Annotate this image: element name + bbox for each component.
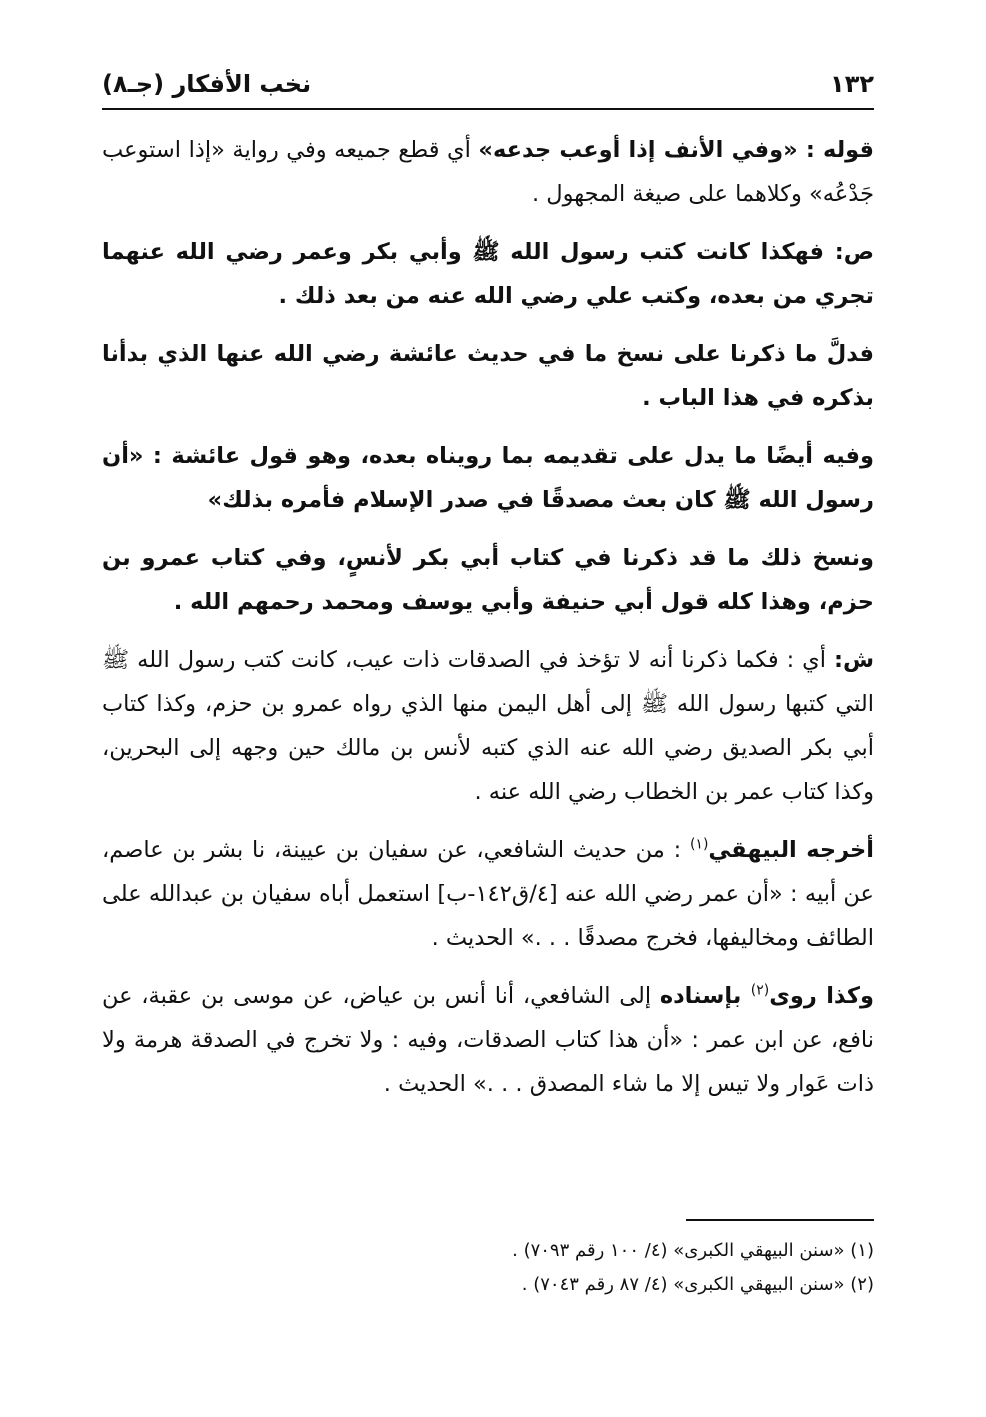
- paragraph-text: وفيه أيضًا ما يدل على تقديمه بما رويناه بعده، وهو قول عائشة : «أن رسول الله ﷺ كان بعث مصدقًا في صدر الإسلام فأمره بذلك»: [102, 443, 874, 513]
- paragraph-text: ونسخ ذلك ما قد ذكرنا في كتاب أبي بكر لأنسٍ، وفي كتاب عمرو بن حزم، وهذا كله قول أبي حنيفة وأبي يوسف ومحمد رحمهم الله .: [102, 545, 874, 615]
- paragraph-7: [102, 828, 874, 960]
- footnote-ref-1: (١): [689, 836, 709, 853]
- header-divider: [102, 108, 874, 110]
- paragraph-5: [102, 536, 874, 624]
- paragraph-6: [102, 638, 874, 814]
- paragraph-text: إلى الشافعي، أنا أنس بن عياض، عن موسى بن عقبة، عن نافع، عن ابن عمر : «أن هذا كتاب الصدقات، وفيه : ولا تخرج في الصدقة هرمة ولا ذات عَوار ولا تيس إلا ما شاء المصدق . . .» الحديث .: [102, 983, 874, 1097]
- main-text: [102, 128, 874, 1120]
- commentary-marker: ش:: [833, 647, 874, 673]
- paragraph-text: أي : فكما ذكرنا أنه لا تؤخذ في الصدقات ذات عيب، كانت كتب رسول الله ﷺ التي كتبها رسول الله ﷺ إلى أهل اليمن منها الذي رواه عمرو بن حزم، وكذا كتاب أبي بكر الصديق رضي الله عنه الذي كتبه لأنس بن مالك حين وجهه إلى البحرين، وكذا كتاب عمر بن الخطاب رضي الله عنه .: [102, 647, 874, 805]
- paragraph-2: [102, 230, 874, 318]
- paragraph-1: [102, 128, 874, 216]
- paragraph-text: ص: فهكذا كانت كتب رسول الله ﷺ وأبي بكر وعمر رضي الله عنهما تجري من بعده، وكتب علي رضي الله عنه من بعد ذلك .: [102, 239, 874, 309]
- page-header: [102, 60, 874, 104]
- source-lead: أخرجه البيهقي: [708, 837, 874, 863]
- paragraph-4: [102, 434, 874, 522]
- paragraph-text: : من حديث الشافعي، عن سفيان بن عيينة، نا بشر بن عاصم، عن أبيه : «أن عمر رضي الله عنه [٤/ق١٤٢-ب] استعمل أباه سفيان بن عبدالله على الطائف ومخاليفها، فخرج مصدقًا . . .» الحديث .: [102, 837, 874, 951]
- paragraph-text: فدلَّ ما ذكرنا على نسخ ما في حديث عائشة رضي الله عنها الذي بدأنا بذكره في هذا الباب .: [102, 341, 874, 411]
- book-title: نخب الأفكار (جـ٨): [102, 70, 312, 98]
- source-lead-continued: بإسناده: [659, 983, 751, 1009]
- paragraph-8: [102, 974, 874, 1106]
- footnote-ref-2: (٢): [750, 982, 770, 999]
- paragraph-3: [102, 332, 874, 420]
- source-lead: وكذا روى: [769, 983, 874, 1009]
- footnote-2: (٢) «سنن البيهقي الكبرى» (٤/ ٨٧ رقم ٧٠٤٣) .: [521, 1274, 874, 1295]
- paragraph-text: أي قطع جميعه وفي رواية «إذا استوعب جَدْعُه» وكلاهما على صيغة المجهول .: [102, 137, 874, 207]
- page-number: ١٣٢: [830, 70, 874, 98]
- footnote-1: (١) «سنن البيهقي الكبرى» (٤/ ١٠٠ رقم ٧٠٩٣) .: [512, 1240, 874, 1261]
- footnotes: [102, 1234, 874, 1302]
- quoted-phrase: قوله : «وفي الأنف إذا أوعب جدعه»: [478, 137, 874, 163]
- footnote-divider: [686, 1219, 874, 1221]
